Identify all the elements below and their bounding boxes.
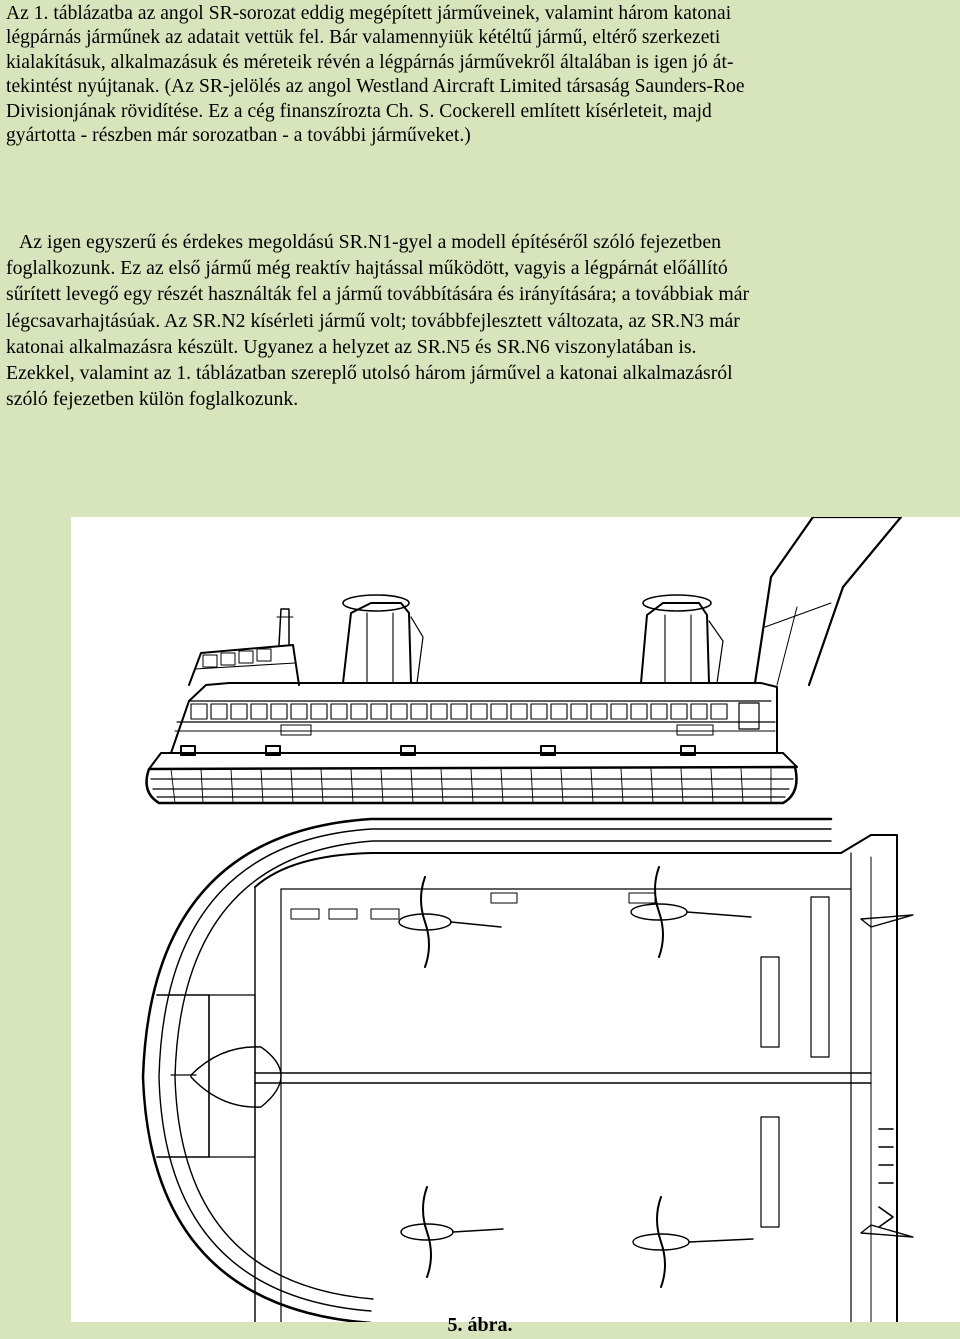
plan-deck bbox=[255, 835, 897, 1322]
paragraph-line: Ezekkel, valamint az 1. táblázatban szereplő utolsó három járművel a katonai alkalmazásról bbox=[6, 362, 733, 385]
paragraph-line: szóló fejezetben külön foglalkozunk. bbox=[6, 388, 299, 411]
plan-propeller-aft-stbd bbox=[631, 867, 751, 957]
plan-view bbox=[143, 819, 913, 1322]
paragraph-line: katonai alkalmazásra készült. Ugyanez a helyzet az SR.N5 és SR.N6 viszonylatában is. bbox=[6, 335, 697, 358]
paragraph-line: gyártotta - részben már sorozatban - a további járműveket.) bbox=[6, 125, 471, 147]
plan-propeller-aft-port bbox=[633, 1197, 753, 1287]
side-mast bbox=[279, 609, 289, 645]
paragraph-line: légcsavarhajtásúak. Az SR.N2 kísérleti jármű volt; továbbfejlesztett változata, az SR.N3 már bbox=[6, 309, 740, 332]
sr-n1-paragraph bbox=[6, 229, 956, 412]
paragraph-line: tekintést nyújtanak. (Az SR-jelölés az angol Westland Aircraft Limited társaság Saunders-Roe bbox=[6, 76, 745, 98]
plan-skirt-outer bbox=[143, 819, 831, 1322]
paragraph-line: Az 1. táblázatba az angol SR-sorozat eddig megépített járműveinek, valamint három katonai bbox=[6, 3, 732, 24]
paragraph-line: sűrített levegő egy részét használták fel a jármű továbbítására és irányítására; a továbbiak már bbox=[6, 283, 750, 306]
figure-caption bbox=[0, 1313, 960, 1337]
side-tail-fin bbox=[755, 517, 901, 685]
plan-propeller-forward-stbd bbox=[399, 877, 501, 967]
side-view bbox=[147, 517, 901, 803]
side-pylon-forward bbox=[343, 603, 411, 683]
plan-propeller-forward-port bbox=[401, 1187, 503, 1277]
paragraph-line: Divisionjának rövidítése. Ez a cég finanszírozta Ch. S. Cockerell említett kísérleteit, majd bbox=[6, 100, 712, 122]
side-cabin bbox=[171, 683, 777, 753]
hovercraft-drawing bbox=[71, 517, 960, 1322]
figure-caption-text: 5. ábra. bbox=[447, 1314, 513, 1336]
paragraph-line: Az igen egyszerű és érdekes megoldású SR.N1-gyel a modell építéséről szóló fejezetben bbox=[19, 231, 721, 253]
intro-paragraph bbox=[6, 2, 956, 148]
plan-centre-pod bbox=[191, 1047, 281, 1107]
paragraph-line: foglalkozunk. Ez az első jármű még reaktív hajtással működött, vagyis a légpárnát előállító bbox=[6, 257, 728, 280]
side-pylon-aft bbox=[641, 603, 709, 683]
hovercraft-drawing-svg bbox=[71, 517, 960, 1322]
paragraph-line: légpárnás járműnek az adatait vettük fel. Bár valamennyiük kétéltű jármű, eltérő szerkezeti bbox=[6, 27, 721, 49]
paragraph-line: kialakításuk, alkalmazásuk és méreteik révén a légpárnás járművekről általában is igen jó át- bbox=[6, 51, 734, 73]
